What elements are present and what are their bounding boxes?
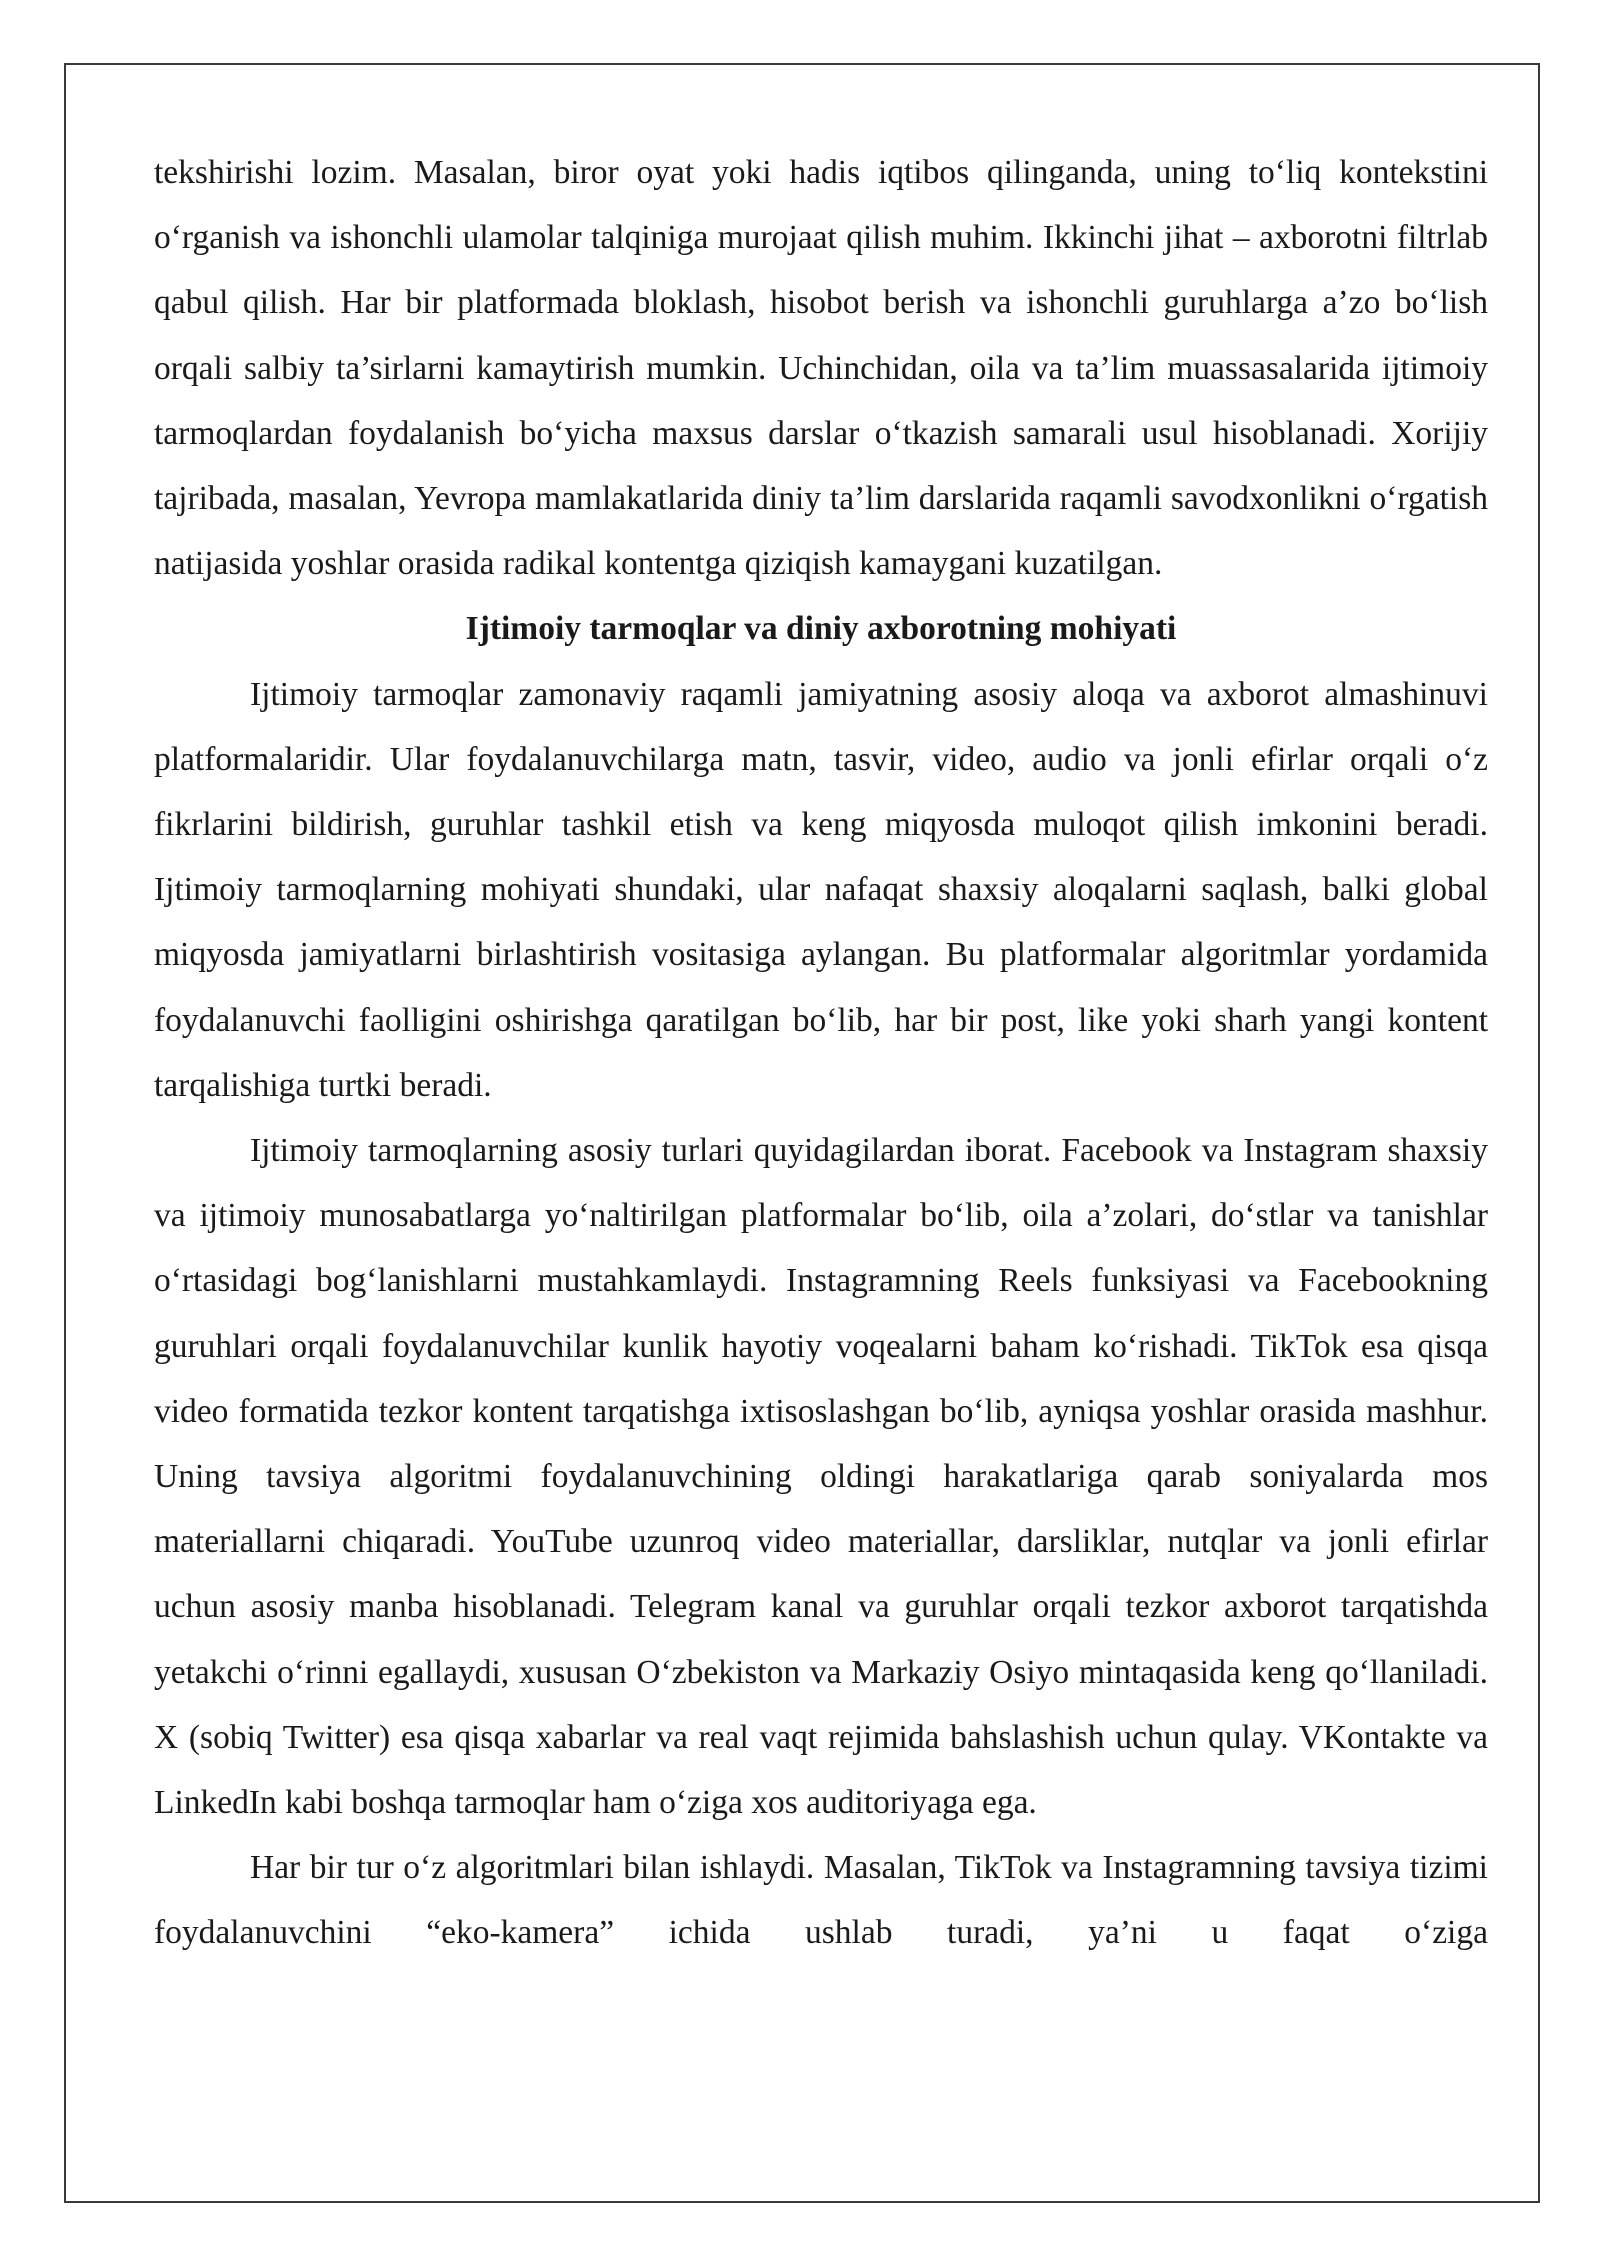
body-paragraph: Har bir tur o‘z algoritmlari bilan ishlaydi. Masalan, TikTok va Instagramning tavsiya tizimi foydalanuvchini “eko-kamera” ichida ushlab turadi, ya’ni u faqat o‘ziga xyxy=(154,1849,1488,1952)
section-heading: Ijtimoiy tarmoqlar va diniy axborotning mohiyati xyxy=(465,610,1177,648)
body-paragraph: Ijtimoiy tarmoqlarning asosiy turlari quyidagilardan iborat. Facebook va Instagram shaxsiy va ijtimoiy munosabatlarga yo‘naltirilgan platformalar bo‘lib, oila a’zolari, do‘stlar va tanishlar o‘rtasidagi bog‘lanishlarni mustahkamlaydi. Instagramning Reels funksiyasi va Facebookning guruhlari orqali foydalanuvchilar kunlik hayotiy voqealarni baham ko‘rishadi. TikTok esa qisqa video formatida tezkor kontent tarqatishga ixtisoslashgan bo‘lib, ayniqsa yoshlar orasida mashhur. Uning tavsiya algoritmi foydalanuvchining oldingi harakatlariga qarab soniyalarda mos materiallarni chiqaradi. YouTube uzunroq video materiallar, darsliklar, nutqlar va jonli efirlar uchun asosiy manba hisoblanadi. Telegram kanal va guruhlar orqali tezkor axborot tarqatishda yetakchi o‘rinni egallaydi, xususan O‘zbekiston va Markaziy Osiyo mintaqasida keng qo‘llaniladi. X (sobiq Twitter) esa qisqa xabarlar va real vaqt rejimida bahslashish uchun qulay. VKontakte va LinkedIn kabi boshqa tarmoqlar ham o‘ziga xos auditoriyaga ega. xyxy=(154,1132,1488,1822)
body-paragraph: tekshirishi lozim. Masalan, biror oyat yoki hadis iqtibos qilinganda, uning to‘liq kontekstini o‘rganish va ishonchli ulamolar talqiniga murojaat qilish muhim. Ikkinchi jihat – axborotni filtrlab qabul qilish. Har bir platformada bloklash, hisobot berish va ishonchli guruhlarga a’zo bo‘lish orqali salbiy ta’sirlarni kamaytirish mumkin. Uchinchidan, oila va ta’lim muassasalarida ijtimoiy tarmoqlardan foydalanish bo‘yicha maxsus darslar o‘tkazish samarali usul hisoblanadi. Xorijiy tajribada, masalan, Yevropa mamlakatlarida diniy ta’lim darslarida raqamli savodxonlikni o‘rgatish natijasida yoshlar orasida radikal kontentga qiziqish kamaygani kuzatilgan. xyxy=(154,154,1488,583)
document-body xyxy=(154,140,1488,1966)
body-paragraph: Ijtimoiy tarmoqlar zamonaviy raqamli jamiyatning asosiy aloqa va axborot almashinuvi platformalaridir. Ular foydalanuvchilarga matn, tasvir, video, audio va jonli efirlar orqali o‘z fikrlarini bildirish, guruhlar tashkil etish va keng miqyosda muloqot qilish imkonini beradi. Ijtimoiy tarmoqlarning mohiyati shundaki, ular nafaqat shaxsiy aloqalarni saqlash, balki global miqyosda jamiyatlarni birlashtirish vositasiga aylangan. Bu platformalar algoritmlar yordamida foydalanuvchi faolligini oshirishga qaratilgan bo‘lib, har bir post, like yoki sharh yangi kontent tarqalishiga turtki beradi. xyxy=(154,675,1488,1104)
